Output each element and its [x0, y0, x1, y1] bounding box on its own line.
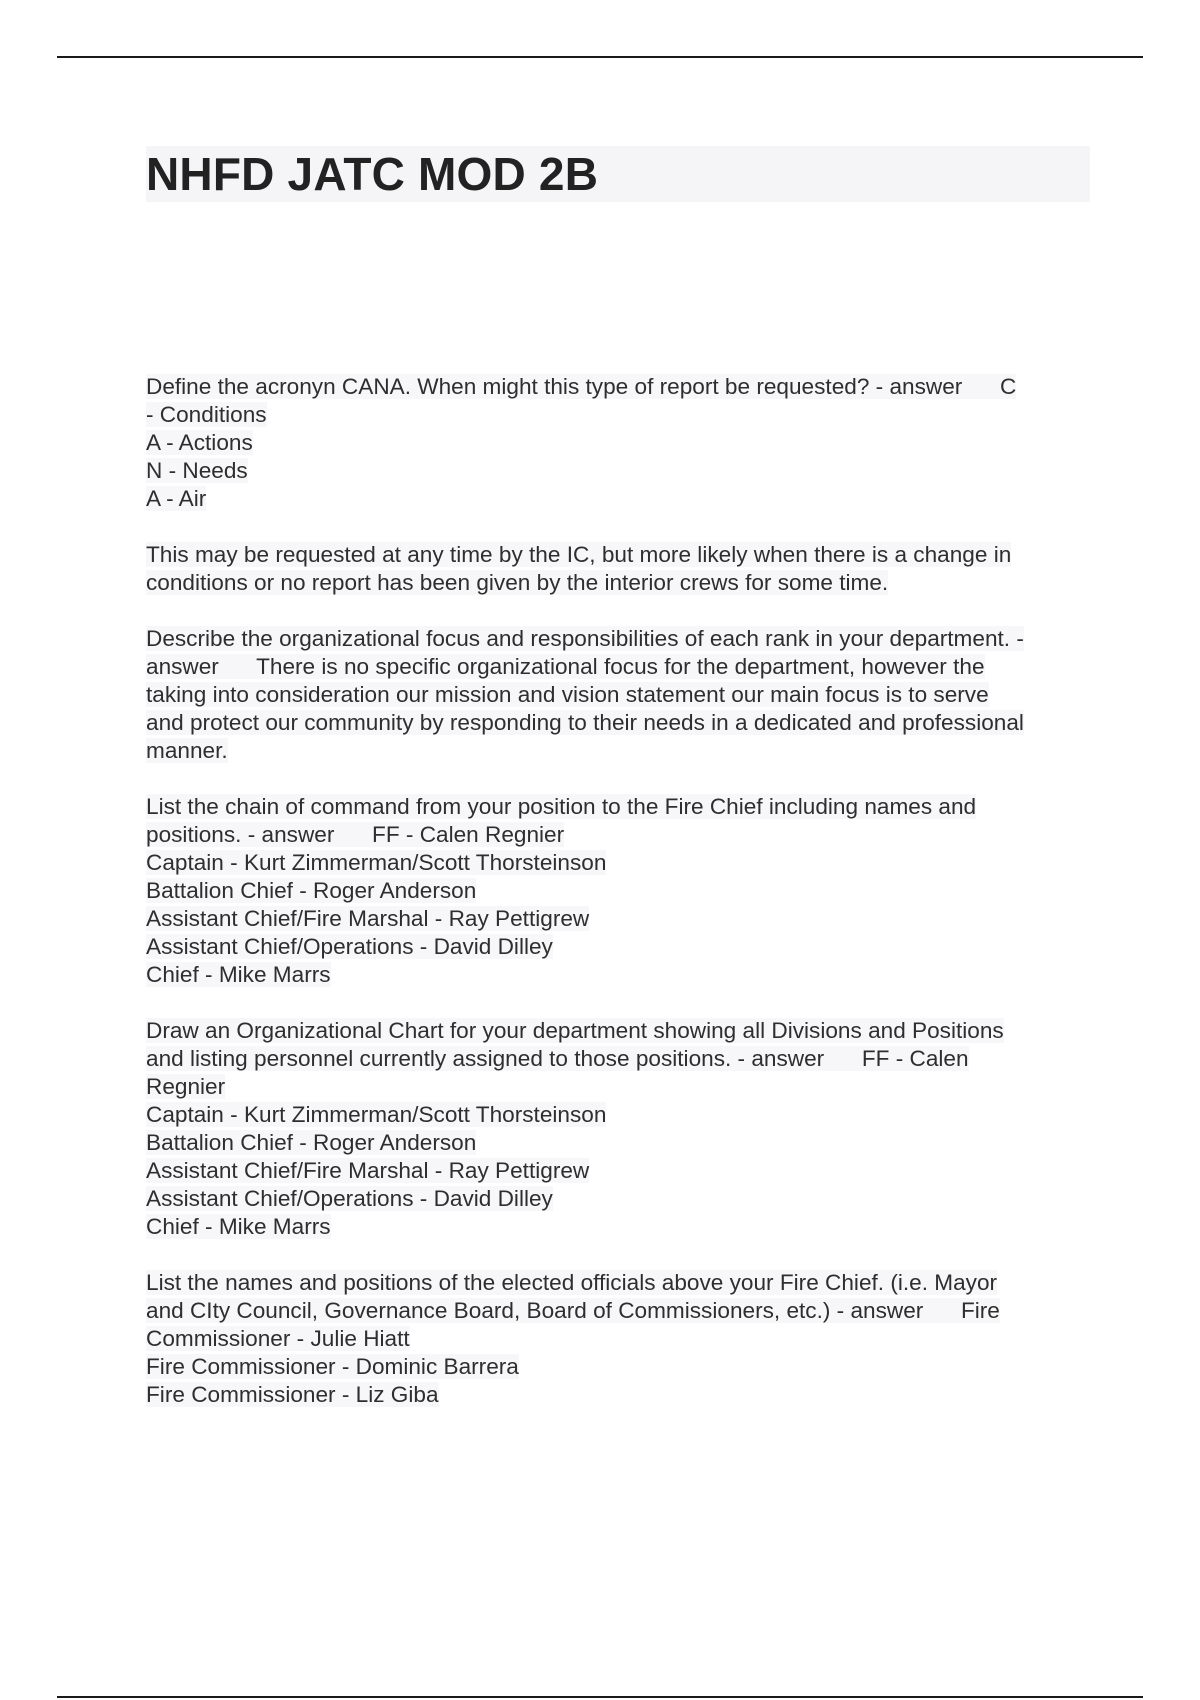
qa-entry-cana — [146, 373, 1090, 597]
text-line: Chief - Mike Marrs — [146, 962, 331, 987]
text-line: Fire Commissioner - Liz Giba — [146, 1382, 439, 1407]
text-line: Captain - Kurt Zimmerman/Scott Thorsteinson — [146, 850, 607, 875]
text-line: This may be requested at any time by the IC, but more likely when there is a change in — [146, 542, 1012, 567]
qa-entry-organizational-focus — [146, 625, 1090, 765]
text-line: Assistant Chief/Operations - David Dilley — [146, 1186, 553, 1211]
text-line: taking into consideration our mission and vision statement our main focus is to serve — [146, 682, 989, 707]
text-line: Define the acronyn CANA. When might this type of report be requested? - answer C — [146, 374, 1017, 399]
document-title: NHFD JATC MOD 2B — [146, 146, 1090, 202]
text-line: Assistant Chief/Fire Marshal - Ray Pettigrew — [146, 1158, 590, 1183]
qa-entry-organizational-chart — [146, 1017, 1090, 1241]
text-line: Captain - Kurt Zimmerman/Scott Thorsteinson — [146, 1102, 607, 1127]
text-line: List the chain of command from your position to the Fire Chief including names and — [146, 794, 977, 819]
bottom-divider — [57, 1696, 1143, 1698]
text-line: and CIty Council, Governance Board, Board of Commissioners, etc.) - answer Fire — [146, 1298, 1000, 1323]
qa-entry-chain-of-command — [146, 793, 1090, 989]
blank-line — [146, 513, 1090, 541]
text-line: Commissioner - Julie Hiatt — [146, 1326, 410, 1351]
text-line: Assistant Chief/Fire Marshal - Ray Pettigrew — [146, 906, 590, 931]
text-line: Draw an Organizational Chart for your department showing all Divisions and Positions — [146, 1018, 1004, 1043]
text-line: manner. — [146, 738, 228, 763]
text-line: Chief - Mike Marrs — [146, 1214, 331, 1239]
text-line: Battalion Chief - Roger Anderson — [146, 878, 477, 903]
text-line: positions. - answer FF - Calen Regnier — [146, 822, 565, 847]
text-line: A - Air — [146, 486, 207, 511]
text-line: A - Actions — [146, 430, 253, 455]
text-line: List the names and positions of the elected officials above your Fire Chief. (i.e. Mayor — [146, 1270, 998, 1295]
text-line: Assistant Chief/Operations - David Dilley — [146, 934, 553, 959]
text-line: Describe the organizational focus and responsibilities of each rank in your department. - — [146, 626, 1024, 651]
text-line: conditions or no report has been given by the interior crews for some time. — [146, 570, 889, 595]
text-line: Regnier — [146, 1074, 226, 1099]
text-line: and protect our community by responding to their needs in a dedicated and professional — [146, 710, 1024, 735]
text-line: Fire Commissioner - Dominic Barrera — [146, 1354, 519, 1379]
qa-entry-elected-officials — [146, 1269, 1090, 1409]
text-line: and listing personnel currently assigned to those positions. - answer FF - Calen — [146, 1046, 969, 1071]
text-line: - Conditions — [146, 402, 267, 427]
document-body — [146, 146, 1090, 1437]
text-line: N - Needs — [146, 458, 248, 483]
text-line: answer There is no specific organizational focus for the department, however the — [146, 654, 985, 679]
text-line: Battalion Chief - Roger Anderson — [146, 1130, 477, 1155]
qa-list — [146, 373, 1090, 1409]
top-divider — [57, 56, 1143, 58]
